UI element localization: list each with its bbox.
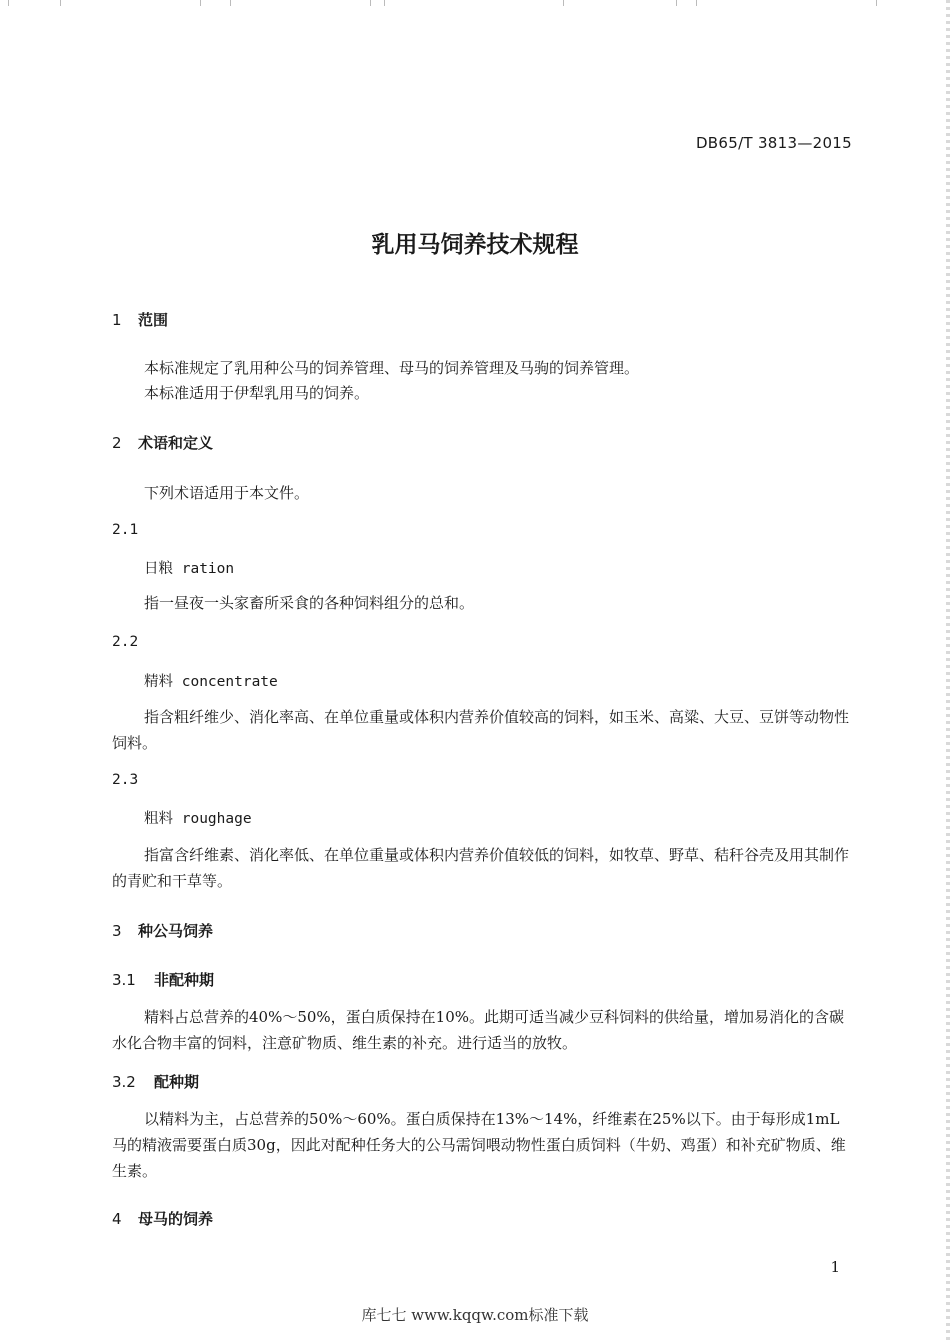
section-3-heading <box>112 920 213 941</box>
term-2-3-number: 2.3 <box>112 772 139 788</box>
term-2-3-definition: 指富含纤维素、消化率低、在单位重量或体积内营养价值较低的饲料，如牧草、野草、秸秆谷壳及用其制作的青贮和干草等。 <box>112 846 850 890</box>
subsection-title: 配种期 <box>154 1073 200 1091</box>
term-2-1-definition: 指一昼夜一头家畜所采食的各种饲料组分的总和。 <box>144 594 475 612</box>
term-2-2-number: 2.2 <box>112 634 139 650</box>
term-2-2-definition: 指含粗纤维少、消化率高、在单位重量或体积内营养价值较高的饲料，如玉米、高粱、大豆、豆饼等动物性饲料。 <box>112 708 850 752</box>
page-number: 1 <box>830 1258 840 1276</box>
section-1-heading <box>112 309 168 330</box>
section-1-paragraph-2: 本标准适用于伊犁乳用马的饲养。 <box>144 384 370 402</box>
subsection-3-2-text: 以精料为主，占总营养的50%～60%。蛋白质保持在13%～14%，纤维素在25%以下。由于每形成1mL马的精液需要蛋白质30g，因此对配种任务大的公马需饲喂动物性蛋白质饲料（牛奶、鸡蛋）和补充矿物质、维生素。 <box>112 1110 846 1180</box>
term-2-2-name: 精料 concentrate <box>144 674 278 690</box>
section-title: 术语和定义 <box>138 434 214 452</box>
scan-right-edge <box>946 0 950 1344</box>
section-4-heading <box>112 1208 213 1229</box>
source-watermark-link[interactable]: 库七七 www.kqqw.com标准下载 <box>361 1306 589 1324</box>
scan-top-edge <box>0 0 950 6</box>
subsection-3-1-text: 精料占总营养的40%～50%，蛋白质保持在10%。此期可适当减少豆科饲料的供给量，增加易消化的含碳水化合物丰富的饲料，注意矿物质、维生素的补充。进行适当的放牧。 <box>112 1008 845 1052</box>
section-2-intro: 下列术语适用于本文件。 <box>144 484 310 502</box>
term-2-3-name: 粗料 roughage <box>144 811 252 827</box>
section-number: 4 <box>112 1210 122 1228</box>
section-title: 范围 <box>138 311 169 329</box>
subsection-title: 非配种期 <box>154 971 215 989</box>
section-2-heading <box>112 432 213 453</box>
subsection-3-2-heading <box>112 1071 199 1092</box>
term-2-1-number: 2.1 <box>112 522 139 538</box>
subsection-number: 3.1 <box>112 971 136 989</box>
subsection-number: 3.2 <box>112 1073 136 1091</box>
section-number: 3 <box>112 922 122 940</box>
section-number: 2 <box>112 434 122 452</box>
section-1-paragraph-1: 本标准规定了乳用种公马的饲养管理、母马的饲养管理及马驹的饲养管理。 <box>144 359 640 377</box>
subsection-3-1-heading <box>112 969 214 990</box>
section-title: 母马的饲养 <box>138 1210 214 1228</box>
document-title: 乳用马饲养技术规程 <box>371 232 579 258</box>
section-title: 种公马饲养 <box>138 922 214 940</box>
term-2-1-name: 日粮 ration <box>144 561 235 577</box>
section-number: 1 <box>112 311 122 329</box>
document-code: DB65/T 3813—2015 <box>695 134 852 152</box>
